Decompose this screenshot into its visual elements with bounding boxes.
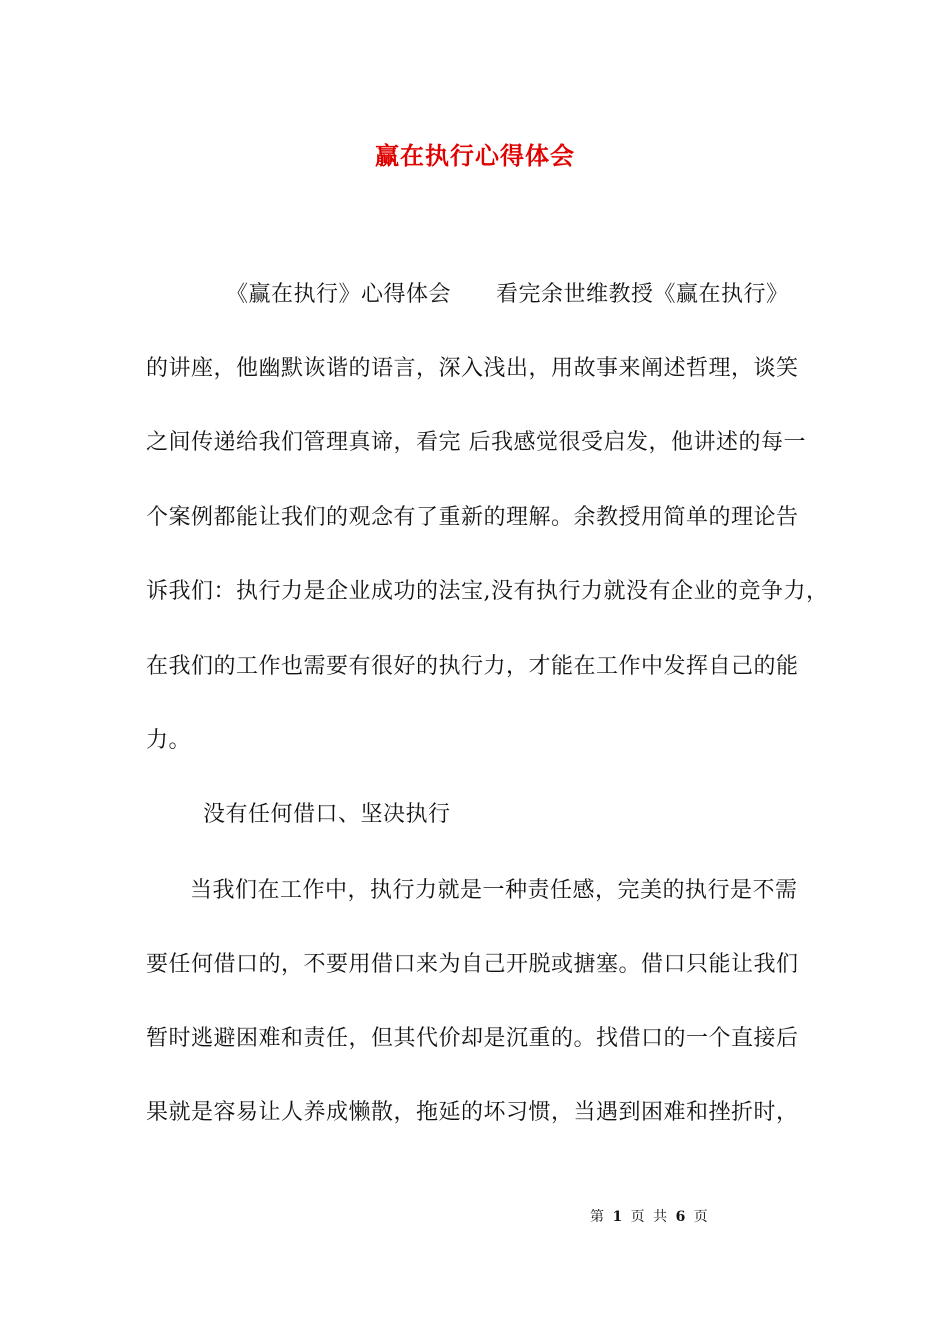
body-line: 个案例都能让我们的观念有了重新的理解。余教授用简单的理论告 (146, 505, 799, 530)
body-line: 之间传递给我们管理真谛，看完 后我感觉很受启发，他讲述的每一 (146, 430, 806, 455)
body-line: 果就是容易让人养成懒散，拖延的坏习惯，当遇到困难和挫折时， (146, 1100, 799, 1125)
body-line: 《赢在执行》心得体会 看完余世维教授《赢在执行》 (226, 282, 789, 307)
footer-suffix: 页 (693, 1209, 710, 1225)
body-line: 的讲座，他幽默诙谐的语言，深入浅出，用故事来阐述哲理，谈笑 (146, 356, 799, 381)
footer-middle: 页 共 (630, 1209, 670, 1225)
body-line: 当我们在工作中，执行力就是一种责任感，完美的执行是不需 (190, 878, 798, 903)
footer-total-pages: 6 (675, 1209, 688, 1225)
body-line: 暂时逃避困难和责任，但其代价却是沉重的。找借口的一个直接后 (146, 1026, 799, 1051)
body-line: 诉我们：执行力是企业成功的法宝,没有执行力就没有企业的竞争力， (146, 579, 829, 604)
body-line: 在我们的工作也需要有很好的执行力，才能在工作中发挥自己的能 (146, 654, 799, 679)
page-footer (590, 1206, 710, 1226)
footer-prefix: 第 (590, 1209, 606, 1225)
footer-page-number: 1 (612, 1209, 625, 1225)
section-heading: 没有任何借口、坚决执行 (203, 802, 451, 827)
document-title: 赢在执行心得体会 (375, 141, 575, 170)
body-line: 力。 (146, 728, 192, 753)
body-line: 要任何借口的，不要用借口来为自己开脱或搪塞。借口只能让我们 (146, 952, 799, 977)
